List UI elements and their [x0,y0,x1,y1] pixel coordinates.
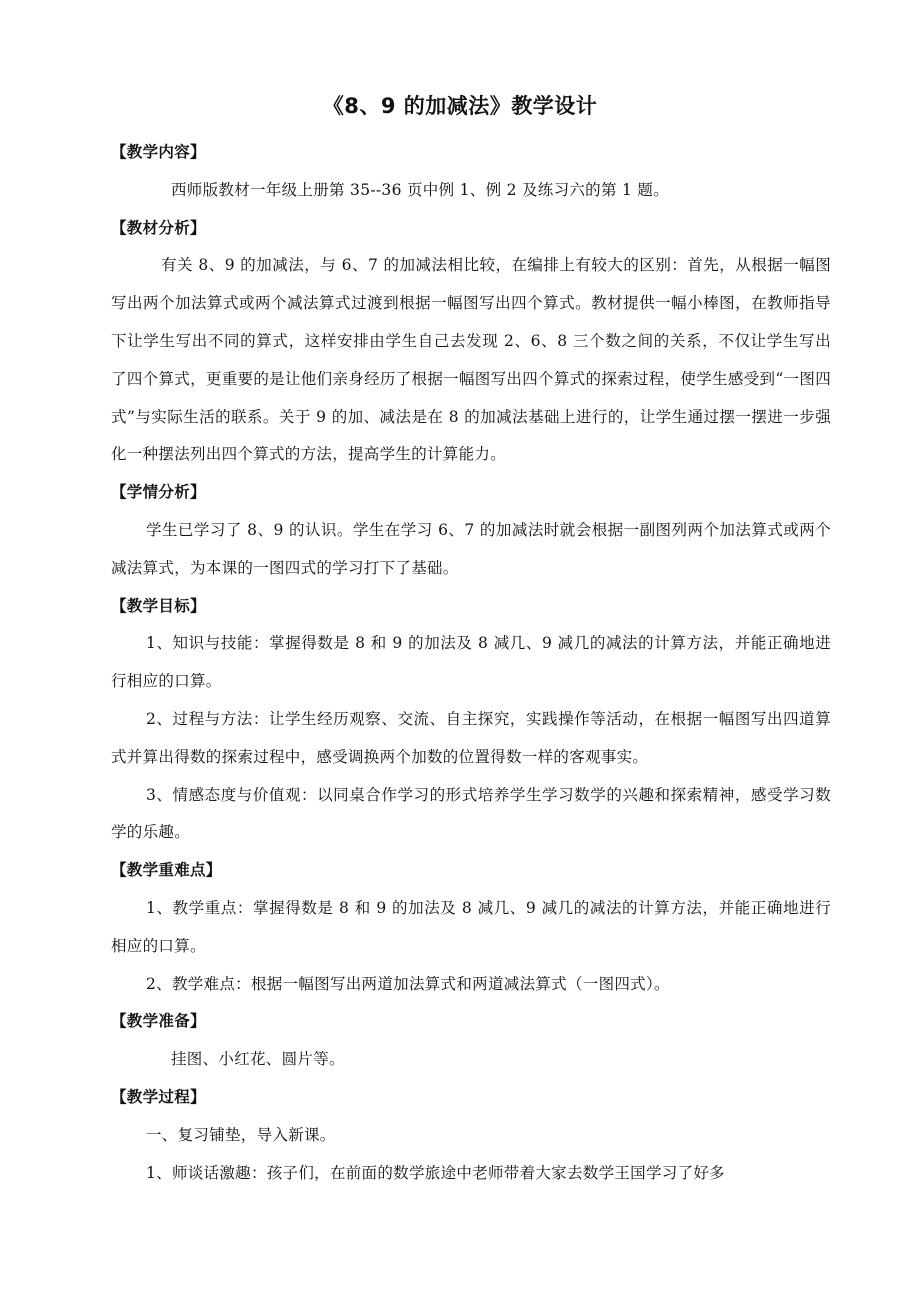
heading-preparation: 【教学准备】 [111,1012,206,1031]
learner-analysis-text: 学生已学习了 8、9 的认识。学生在学习 6、7 的加减法时就会根据一副图列两个加法算式或两个减法算式，为本课的一图四式的学习打下了基础。 [111,520,831,577]
heading-key-points: 【教学重难点】 [111,861,222,880]
preparation-text: 挂图、小红花、圆片等。 [171,1050,345,1069]
heading-process: 【教学过程】 [111,1087,206,1106]
key-point-item-1: 1、教学重点：掌握得数是 8 和 9 的加法及 8 减几、9 减几的减法的计算方法，并能正确地进行相应的口算。 [111,898,831,955]
teaching-content-text: 西师版教材一年级上册第 35--36 页中例 1、例 2 及练习六的第 1 题。 [171,180,669,199]
document-title: 《8、9 的加减法》教学设计 [322,94,598,118]
heading-objectives: 【教学目标】 [111,596,206,615]
process-item-1: 一、复习铺垫，导入新课。 [146,1125,336,1144]
key-point-item-2: 2、教学难点：根据一幅图写出两道加法算式和两道减法算式（一图四式）。 [146,974,670,993]
textbook-analysis-text: 有关 8、9 的加减法，与 6、7 的加减法相比较，在编排上有较大的区别：首先，从根据一幅图写出两个加法算式或两个减法算式过渡到根据一幅图写出四个算式。教材提供一幅小棒图，在教师指导下让学生写出不同的算式，这样安排由学生自己去发现 2、6、8 三个数之间的关系，不仅让学生写出了四个算式，更重要的是让他们亲身经历了根据一幅图写出四个算式的探索过程，使学生感受到“一图四式”与实际生活的联系。关于 9 的加、减法是在 8 的加减法基础上进行的，让学生通过摆一摆进一步强化一种摆法列出四个算式的方法，提高学生的计算能力。 [111,256,831,464]
heading-teaching-content: 【教学内容】 [111,143,206,161]
heading-learner-analysis: 【学情分析】 [111,483,206,502]
objective-item-1: 1、知识与技能：掌握得数是 8 和 9 的加法及 8 减几、9 减几的减法的计算方法，并能正确地进行相应的口算。 [111,634,831,691]
objective-item-2: 2、过程与方法：让学生经历观察、交流、自主探究，实践操作等活动，在根据一幅图写出四道算式并算出得数的探索过程中，感受调换两个加数的位置得数一样的客观事实。 [111,709,831,766]
document-body [111,134,831,1192]
heading-textbook-analysis: 【教材分析】 [111,218,206,237]
objective-item-3: 3、情感态度与价值观：以同桌合作学习的形式培养学生学习数学的兴趣和探索精神，感受学习数学的乐趣。 [111,785,831,842]
process-item-2: 1、师谈话激趣：孩子们，在前面的数学旅途中老师带着大家去数学王国学习了好多 [146,1163,725,1182]
